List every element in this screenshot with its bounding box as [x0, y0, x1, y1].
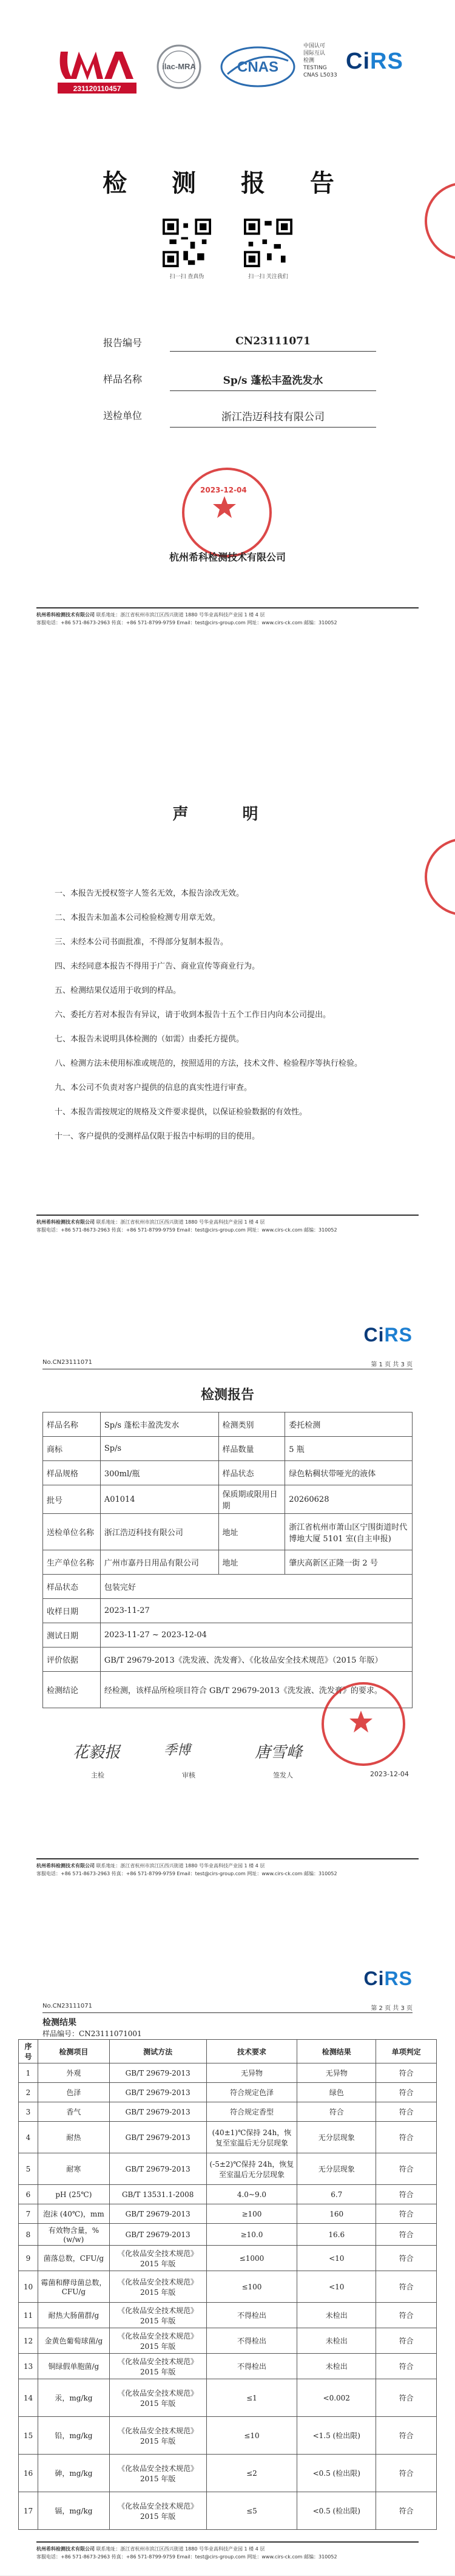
table-row — [19, 2455, 437, 2492]
cover-page — [0, 0, 455, 644]
table-cell: 符合 — [376, 2063, 437, 2083]
cnas-text: CNAS — [237, 59, 279, 75]
table-cell: (40±1)℃保持 24h，恢复至室温后无分层现象 — [206, 2122, 297, 2153]
table-cell: 17 — [19, 2492, 38, 2530]
footer-company: 杭州希科检测技术有限公司 — [36, 612, 95, 618]
table-row — [43, 1461, 413, 1485]
footer-company: 杭州希科检测技术有限公司 — [36, 2546, 95, 2552]
table-cell: 5 — [19, 2153, 38, 2185]
table-cell: 《化妆品安全技术规范》2015 年版 — [109, 2379, 206, 2417]
cover-title: 检 测 报 告 — [103, 169, 352, 197]
table-cell: ≤5 — [206, 2492, 297, 2530]
footer-contact: 客服电话：+86 571-8673-2963 传真：+86 571-8799-9759 Email：test@cirs-group.com 网址：www.cirs-ck.com 邮编：310052 — [36, 1871, 337, 1876]
table-cell: 符合 — [376, 2204, 437, 2224]
table-cell: 13 — [19, 2354, 38, 2379]
ilac-mra-logo — [146, 43, 212, 97]
table-cell: 无分层现象 — [297, 2122, 376, 2153]
table-cell: 《化妆品安全技术规范》2015 年版 — [109, 2417, 206, 2455]
table-cell: 11 — [19, 2303, 38, 2328]
cell-label: 地址 — [218, 1550, 285, 1575]
cma-number: 231120110457 — [73, 84, 121, 93]
table-cell: 符合 — [376, 2379, 437, 2417]
table-row — [19, 2063, 437, 2083]
table-cell: 符合规定色泽 — [206, 2083, 297, 2102]
table-cell: <10 — [297, 2271, 376, 2303]
table-cell: 不得检出 — [206, 2303, 297, 2328]
table-cell: 9 — [19, 2246, 38, 2271]
table-cell: 4.0~9.0 — [206, 2185, 297, 2204]
results-header-number: No.CN23111071 — [42, 2003, 92, 2009]
table-cell: 《化妆品安全技术规范》2015 年版 — [109, 2328, 206, 2354]
report-header-number: No.CN23111071 — [42, 1359, 92, 1366]
cell-value: 2023-11-27 — [100, 1599, 412, 1623]
cell-label: 样品状态 — [218, 1461, 285, 1485]
table-cell: 未检出 — [297, 2354, 376, 2379]
seal-star-icon — [349, 1709, 373, 1734]
cell-label: 送检单位名称 — [43, 1514, 101, 1550]
cnas-en-2: CNAS L5033 — [303, 72, 337, 78]
column-header: 单项判定 — [376, 2040, 437, 2063]
declaration-footer — [36, 1215, 419, 1234]
table-cell: 符合 — [376, 2492, 437, 2530]
declaration-item: 十、本报告需按规定的规格及文件要求提供，以保证检验数据的有效性。 — [55, 1108, 308, 1117]
cirs-logo — [346, 49, 413, 85]
table-cell: 符合 — [376, 2455, 437, 2492]
approved-label: 签发人 — [273, 1771, 293, 1779]
table-cell: 符合 — [376, 2354, 437, 2379]
table-cell: 泡沫 (40℃)，mm — [38, 2204, 109, 2224]
table-row — [19, 2354, 437, 2379]
cover-company-name: 杭州希科检测技术有限公司 — [169, 551, 286, 563]
table-cell: 耐热大肠菌群/g — [38, 2303, 109, 2328]
table-row — [43, 1485, 413, 1514]
table-cell: 《化妆品安全技术规范》2015 年版 — [109, 2354, 206, 2379]
footer-address: 联系地址：浙江省杭州市滨江区西兴街道 1880 号华业高科技产业园 1 楼 4 层 — [96, 1219, 265, 1225]
edge-seal — [425, 838, 455, 916]
table-cell: <0.5 (检出限) — [297, 2455, 376, 2492]
table-cell: 符合 — [376, 2328, 437, 2354]
report-footer — [36, 1858, 419, 1878]
footer-address: 联系地址：浙江省杭州市滨江区西兴街道 1880 号华业高科技产业园 1 楼 4 层 — [96, 612, 265, 618]
cirs-logo-part2: RS — [384, 1324, 413, 1346]
table-cell: 绿色 — [297, 2083, 376, 2102]
footer-company: 杭州希科检测技术有限公司 — [36, 1219, 95, 1225]
table-cell: 16 — [19, 2455, 38, 2492]
table-row — [19, 2204, 437, 2224]
table-cell: 外观 — [38, 2063, 109, 2083]
table-cell: 12 — [19, 2328, 38, 2354]
table-row — [19, 2303, 437, 2328]
cirs-logo-part1: Ci — [363, 1324, 385, 1346]
table-cell: 不得检出 — [206, 2354, 297, 2379]
cell-label: 样品状态 — [43, 1575, 101, 1599]
table-cell: ≥10.0 — [206, 2224, 297, 2246]
table-row — [19, 2328, 437, 2354]
table-cell: 6.7 — [297, 2185, 376, 2204]
table-cell: 符合 — [297, 2102, 376, 2122]
column-header: 测试方法 — [109, 2040, 206, 2063]
table-cell: 菌落总数，CFU/g — [38, 2246, 109, 2271]
seal-star-icon — [212, 495, 237, 519]
certification-logos — [55, 43, 406, 97]
cell-label: 样品名称 — [43, 1412, 101, 1437]
cnas-cn-3: 检测 — [303, 58, 315, 64]
cnas-en-1: TESTING — [303, 65, 327, 71]
table-cell: 符合 — [376, 2271, 437, 2303]
table-row — [43, 1647, 413, 1672]
cell-label: 样品数量 — [218, 1437, 285, 1461]
table-cell: 符合 — [376, 2083, 437, 2102]
table-cell: 符合 — [376, 2246, 437, 2271]
table-cell: 铅，mg/kg — [38, 2417, 109, 2455]
table-cell: 无异物 — [297, 2063, 376, 2083]
footer-company: 杭州希科检测技术有限公司 — [36, 1863, 95, 1869]
declaration-item: 九、本公司不负责对客户提供的信息的真实性进行审查。 — [55, 1083, 252, 1092]
client-row — [103, 401, 376, 431]
declaration-item: 五、检测结果仅适用于收到的样品。 — [55, 986, 181, 995]
table-cell: <0.5 (检出限) — [297, 2492, 376, 2530]
table-cell: 15 — [19, 2417, 38, 2455]
footer-address: 联系地址：浙江省杭州市滨江区西兴街道 1880 号华业高科技产业园 1 楼 4 层 — [96, 1863, 265, 1869]
table-cell: 符合 — [376, 2224, 437, 2246]
table-row — [19, 2492, 437, 2530]
report-number-value: CN23111071 — [170, 335, 376, 352]
table-cell: GB/T 29679-2013 — [109, 2102, 206, 2122]
cirs-logo — [364, 1968, 413, 1990]
cell-label: 收样日期 — [43, 1599, 101, 1623]
results-title: 检测结果 — [42, 2018, 76, 2028]
table-cell: 2 — [19, 2083, 38, 2102]
table-cell: 有效物含量，%(w/w) — [38, 2224, 109, 2246]
table-cell: 不得检出 — [206, 2328, 297, 2354]
results-divider — [42, 2012, 413, 2013]
cell-value: A01014 — [100, 1485, 218, 1514]
declaration-item: 十一、客户提供的受测样品仅限于报告中标明的目的使用。 — [55, 1132, 260, 1141]
cell-value: 经检测，该样品所检项目符合 GB/T 29679-2013《洗发液、洗发膏》的要求。 — [100, 1672, 412, 1708]
table-cell: GB/T 29679-2013 — [109, 2204, 206, 2224]
table-cell: 1 — [19, 2063, 38, 2083]
table-row — [43, 1599, 413, 1623]
declaration-page — [0, 644, 455, 1288]
table-cell: GB/T 29679-2013 — [109, 2122, 206, 2153]
cell-value: 委托检测 — [285, 1412, 413, 1437]
seal-date: 2023-12-04 — [200, 486, 247, 494]
table-row — [19, 2246, 437, 2271]
table-cell: 符合规定香型 — [206, 2102, 297, 2122]
table-cell: 未检出 — [297, 2328, 376, 2354]
footer-contact: 客服电话：+86 571-8673-2963 传真：+86 571-8799-9759 Email：test@cirs-group.com 网址：www.cirs-ck.com 邮编：310052 — [36, 2554, 337, 2560]
table-cell: <10 — [297, 2246, 376, 2271]
declaration-item: 一、本报告无授权签字人签名无效，本报告涂改无效。 — [55, 889, 244, 898]
table-cell: GB/T 29679-2013 — [109, 2063, 206, 2083]
table-cell: ≤100 — [206, 2271, 297, 2303]
table-row — [43, 1437, 413, 1461]
cirs-logo-part1: Ci — [363, 1968, 385, 1989]
table-cell: GB/T 13531.1-2008 — [109, 2185, 206, 2204]
table-cell: 未检出 — [297, 2303, 376, 2328]
sample-number-line: 样品编号：CN23111071001 — [42, 2029, 142, 2038]
table-cell: 《化妆品安全技术规范》2015 年版 — [109, 2303, 206, 2328]
declaration-item: 八、检测方法未使用标准或规范的，按照适用的方法，技术文件、检验程序等执行检验。 — [55, 1059, 363, 1068]
table-cell: (-5±2)℃保持 24h，恢复至室温后无分层现象 — [206, 2153, 297, 2185]
table-cell: 符合 — [376, 2303, 437, 2328]
report-title: 检测报告 — [200, 1387, 254, 1403]
issue-date: 2023-12-04 — [370, 1770, 409, 1778]
table-row — [43, 1514, 413, 1550]
approved-signature: 唐雪峰 — [255, 1743, 303, 1762]
reviewed-signature: 季博 — [164, 1743, 191, 1758]
sample-number-value: CN23111071001 — [79, 2029, 142, 2038]
table-cell: 镉，mg/kg — [38, 2492, 109, 2530]
report-header-page: 第 1 页 共 3 页 — [371, 1361, 413, 1368]
table-cell: 耐寒 — [38, 2153, 109, 2185]
table-cell: 符合 — [376, 2153, 437, 2185]
cnas-cn-2: 国际互认 — [303, 50, 326, 56]
report-number-row — [103, 328, 376, 358]
cell-value: Sp/s 蓬松丰盈洗发水 — [100, 1412, 218, 1437]
table-cell: 汞，mg/kg — [38, 2379, 109, 2417]
cell-value: 浙江浩迈科技有限公司 — [100, 1514, 218, 1550]
cell-label: 样品规格 — [43, 1461, 101, 1485]
table-cell: 16.6 — [297, 2224, 376, 2246]
cnas-caption — [303, 43, 340, 97]
reviewed-label: 审核 — [182, 1771, 195, 1779]
table-row — [19, 2102, 437, 2122]
results-table — [18, 2039, 437, 2530]
cma-logo — [55, 43, 140, 97]
table-cell: GB/T 29679-2013 — [109, 2224, 206, 2246]
report-number-label: 报告编号 — [103, 337, 143, 349]
table-row — [19, 2224, 437, 2246]
prepared-signature: 花毅报 — [73, 1743, 121, 1762]
sample-number-label: 样品编号 — [42, 2029, 72, 2038]
table-cell: 无分层现象 — [297, 2153, 376, 2185]
table-row — [19, 2153, 437, 2185]
cnas-logo — [218, 43, 297, 97]
cell-value: 绿色粘稠状带哑光的液体 — [285, 1461, 413, 1485]
column-header: 序号 — [19, 2040, 38, 2063]
table-cell: 符合 — [376, 2102, 437, 2122]
cnas-cn-1: 中国认可 — [303, 43, 326, 49]
table-row — [19, 2185, 437, 2204]
table-cell: <0.002 — [297, 2379, 376, 2417]
qr-code-follow[interactable] — [244, 219, 292, 267]
report-info-table — [42, 1412, 413, 1708]
table-cell: ≤10 — [206, 2417, 297, 2455]
table-cell: 10 — [19, 2271, 38, 2303]
declaration-item: 三、未经本公司书面批准，不得部分复制本报告。 — [55, 938, 229, 947]
cell-value: 20260628 — [285, 1485, 413, 1514]
table-row — [19, 2271, 437, 2303]
table-cell: ≤1 — [206, 2379, 297, 2417]
table-cell: 14 — [19, 2379, 38, 2417]
footer-contact: 客服电话：+86 571-8673-2963 传真：+86 571-8799-9759 Email：test@cirs-group.com 网址：www.cirs-ck.com 邮编：310052 — [36, 620, 337, 625]
table-cell: 香气 — [38, 2102, 109, 2122]
results-header-page: 第 2 页 共 3 页 — [371, 2005, 413, 2012]
table-row — [19, 2122, 437, 2153]
qr-code-verify[interactable] — [163, 219, 211, 267]
cell-value: 5 瓶 — [285, 1437, 413, 1461]
table-cell: 砷，mg/kg — [38, 2455, 109, 2492]
table-row — [43, 1623, 413, 1647]
table-row — [43, 1412, 413, 1437]
cover-footer — [36, 607, 419, 627]
table-cell: 符合 — [376, 2417, 437, 2455]
results-page — [0, 1931, 455, 2576]
declaration-title: 声 明 — [172, 805, 283, 823]
table-cell: 《化妆品安全技术规范》2015 年版 — [109, 2492, 206, 2530]
cell-label: 检测类别 — [218, 1412, 285, 1437]
sample-name-value: Sp/s 蓬松丰盈洗发水 — [170, 372, 376, 391]
table-cell: ≤1000 — [206, 2246, 297, 2271]
table-header-row — [19, 2040, 437, 2063]
table-cell: pH (25℃) — [38, 2185, 109, 2204]
table-cell: GB/T 29679-2013 — [109, 2153, 206, 2185]
table-cell: <1.5 (检出限) — [297, 2417, 376, 2455]
table-row — [19, 2417, 437, 2455]
declaration-item: 二、本报告未加盖本公司检验检测专用章无效。 — [55, 913, 221, 922]
cell-label: 检测结论 — [43, 1672, 101, 1708]
table-row — [19, 2379, 437, 2417]
cirs-logo-part2: RS — [384, 1968, 413, 1989]
cell-value: Sp/s — [100, 1437, 218, 1461]
results-table-body — [19, 2063, 437, 2530]
declaration-item: 六、委托方若对本报告有异议，请于收到本报告十五个工作日内向本公司提出。 — [55, 1010, 331, 1020]
table-cell: 符合 — [376, 2122, 437, 2153]
client-label: 送检单位 — [103, 410, 143, 421]
cell-value: 300ml/瓶 — [100, 1461, 218, 1485]
table-cell: 8 — [19, 2224, 38, 2246]
table-cell: 4 — [19, 2122, 38, 2153]
cell-label: 地址 — [218, 1514, 285, 1550]
table-row — [19, 2083, 437, 2102]
cell-value: GB/T 29679-2013《洗发液、洗发膏》、《化妆品安全技术规范》（2015 年版） — [100, 1647, 412, 1672]
column-header: 检测项目 — [38, 2040, 109, 2063]
cell-label: 评价依据 — [43, 1647, 101, 1672]
table-cell: 耐热 — [38, 2122, 109, 2153]
cirs-logo-part1: Ci — [346, 49, 370, 74]
cell-value: 包装完好 — [100, 1575, 412, 1599]
qr-verify-caption: 扫一扫 查真伪 — [169, 274, 204, 280]
table-cell: 《化妆品安全技术规范》2015 年版 — [109, 2246, 206, 2271]
table-cell: 无异物 — [206, 2063, 297, 2083]
cell-label: 生产单位名称 — [43, 1550, 101, 1575]
cell-label: 测试日期 — [43, 1623, 101, 1647]
cell-label: 批号 — [43, 1485, 101, 1514]
cell-label: 商标 — [43, 1437, 101, 1461]
table-cell: ≤2 — [206, 2455, 297, 2492]
table-cell: 3 — [19, 2102, 38, 2122]
table-cell: 霉菌和酵母菌总数，CFU/g — [38, 2271, 109, 2303]
ilac-text: ilac-MRA — [162, 62, 196, 71]
cirs-logo-part2: RS — [370, 49, 403, 74]
cell-value: 肇庆高新区正隆一街 2 号 — [285, 1550, 413, 1575]
table-cell: 金黄色葡萄球菌/g — [38, 2328, 109, 2354]
table-cell: 160 — [297, 2204, 376, 2224]
table-cell: GB/T 29679-2013 — [109, 2083, 206, 2102]
declaration-item: 七、本报告未说明具体检测的（如需）由委托方提供。 — [55, 1035, 244, 1044]
table-cell: 铜绿假单胞菌/g — [38, 2354, 109, 2379]
footer-address: 联系地址：浙江省杭州市滨江区西兴街道 1880 号华业高科技产业园 1 楼 4 层 — [96, 2546, 265, 2552]
table-cell: ≥100 — [206, 2204, 297, 2224]
table-cell: 《化妆品安全技术规范》2015 年版 — [109, 2455, 206, 2492]
cell-label: 保质期或限用日期 — [218, 1485, 285, 1514]
column-header: 技术要求 — [206, 2040, 297, 2063]
prepared-label: 主检 — [91, 1771, 104, 1779]
client-value: 浙江浩迈科技有限公司 — [170, 408, 376, 428]
table-cell: 《化妆品安全技术规范》2015 年版 — [109, 2271, 206, 2303]
table-cell: 符合 — [376, 2185, 437, 2204]
qr-follow-caption: 扫一扫 关注我们 — [248, 274, 288, 280]
declaration-item: 四、未经同意本报告不得用于广告、商业宣传等商业行为。 — [55, 962, 260, 971]
cell-value: 浙江省杭州市萧山区宁围街道时代博地大厦 5101 室(自主申报) — [285, 1514, 413, 1550]
table-cell: 7 — [19, 2204, 38, 2224]
table-cell: 6 — [19, 2185, 38, 2204]
results-footer — [36, 2541, 419, 2561]
sample-name-label: 样品名称 — [103, 373, 143, 385]
report-page — [0, 1287, 455, 1932]
table-row — [43, 1575, 413, 1599]
table-row — [43, 1550, 413, 1575]
column-header: 检测结果 — [297, 2040, 376, 2063]
cell-value: 2023-11-27 ~ 2023-12-04 — [100, 1623, 412, 1647]
sample-name-row — [103, 364, 376, 395]
table-cell: 色泽 — [38, 2083, 109, 2102]
cirs-logo — [364, 1324, 413, 1346]
cell-value: 广州市嘉丹日用品有限公司 — [100, 1550, 218, 1575]
footer-contact: 客服电话：+86 571-8673-2963 传真：+86 571-8799-9759 Email：test@cirs-group.com 网址：www.cirs-ck.com 邮编：310052 — [36, 1227, 337, 1233]
